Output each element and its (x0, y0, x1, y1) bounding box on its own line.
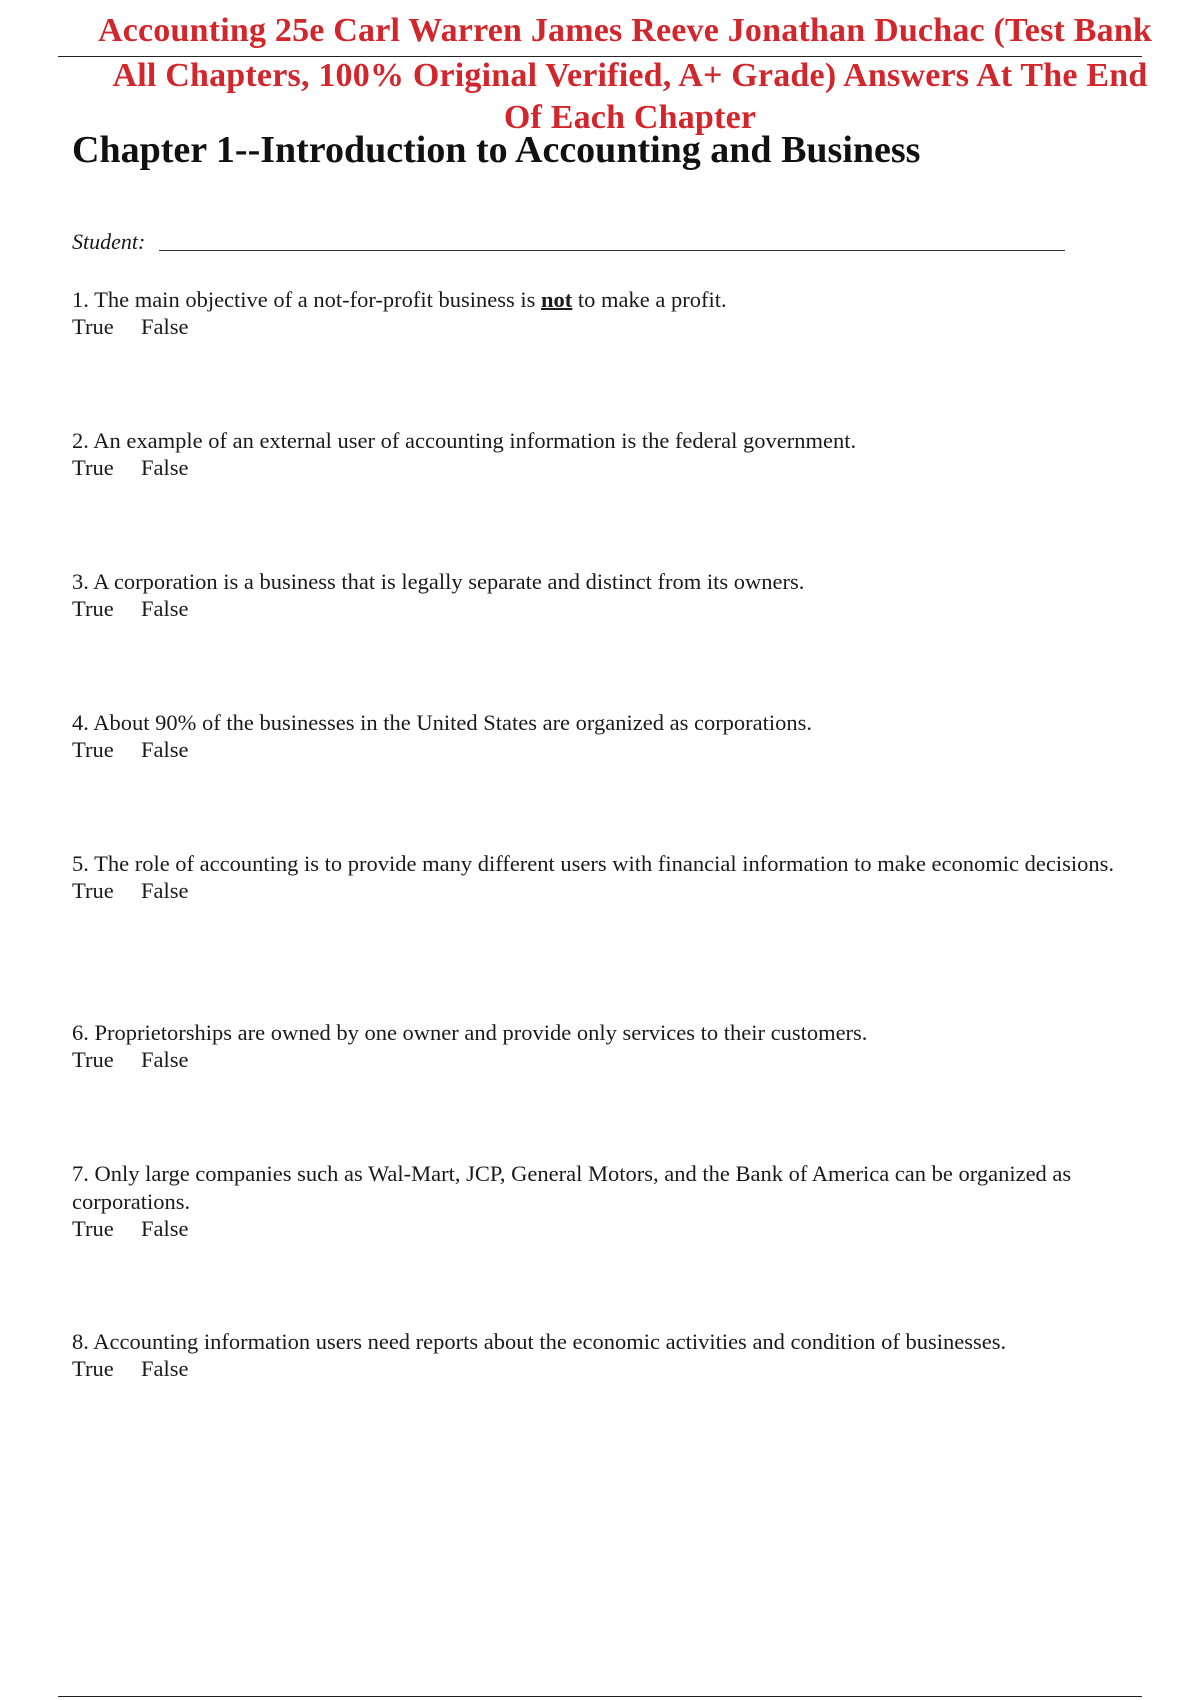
question-5 (72, 850, 1162, 905)
option-false: False (141, 596, 189, 621)
true-false-options (72, 595, 1162, 623)
question-text-part: 1. The main objective of a not-for-profit business is (72, 287, 542, 312)
option-true: True (72, 1356, 114, 1381)
question-text: 3. A corporation is a business that is legally separate and distinct from its owners. (72, 569, 805, 594)
question-1 (72, 286, 1162, 341)
true-false-options (72, 454, 1162, 482)
option-false: False (141, 1356, 189, 1381)
question-text (72, 287, 727, 312)
true-false-options (72, 1355, 1162, 1383)
student-name-line (159, 250, 1065, 251)
option-true: True (72, 878, 114, 903)
banner-title-line-2: All Chapters, 100% Original Verified, A+ Grade) Answers At The End (112, 57, 1148, 94)
question-4 (72, 709, 1162, 764)
option-false: False (141, 1216, 189, 1241)
question-text: 6. Proprietorships are owned by one owner and provide only services to their customers. (72, 1020, 868, 1045)
option-false: False (141, 314, 189, 339)
question-3 (72, 568, 1162, 623)
true-false-options (72, 1046, 1162, 1074)
option-false: False (141, 737, 189, 762)
question-7 (72, 1160, 1162, 1243)
question-8 (72, 1328, 1162, 1383)
option-true: True (72, 737, 114, 762)
option-true: True (72, 314, 114, 339)
chapter-title: Chapter 1--Introduction to Accounting and Business (72, 129, 921, 171)
option-true: True (72, 1047, 114, 1072)
banner-title-line-3: Of Each Chapter (503, 99, 757, 136)
option-true: True (72, 455, 114, 480)
option-false: False (141, 878, 189, 903)
question-2 (72, 427, 1162, 482)
true-false-options (72, 877, 1162, 905)
question-text: 4. About 90% of the businesses in the United States are organized as corporations. (72, 710, 813, 735)
option-false: False (141, 1047, 189, 1072)
banner-title-line-1: Accounting 25e Carl Warren James Reeve Jonathan Duchac (Test Bank (97, 12, 1153, 49)
footer-rule (58, 1696, 1142, 1697)
question-6 (72, 1019, 1162, 1074)
question-text: 5. The role of accounting is to provide many different users with financial information to make economic decisions. (72, 851, 1115, 876)
option-true: True (72, 596, 114, 621)
question-text: 8. Accounting information users need reports about the economic activities and condition of businesses. (72, 1329, 1007, 1354)
question-text: 7. Only large companies such as Wal-Mart, JCP, General Motors, and the Bank of America can be organized as corporations. (72, 1161, 1072, 1214)
true-false-options (72, 1215, 1162, 1243)
student-label: Student: (72, 229, 146, 254)
option-true: True (72, 1216, 114, 1241)
question-text: 2. An example of an external user of accounting information is the federal government. (72, 428, 857, 453)
question-text-part: to make a profit. (572, 287, 727, 312)
question-emphasis: not (541, 287, 573, 312)
true-false-options (72, 736, 1162, 764)
true-false-options (72, 313, 1162, 341)
option-false: False (141, 455, 189, 480)
